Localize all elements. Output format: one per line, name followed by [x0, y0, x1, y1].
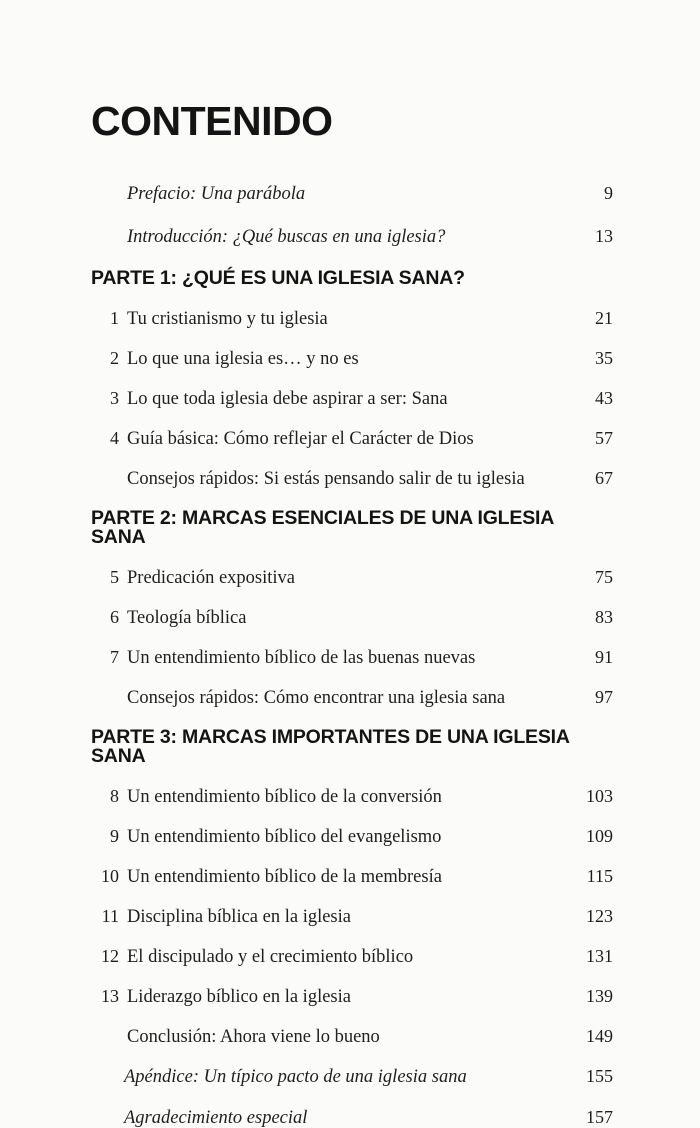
- entry-number: 4: [110, 427, 119, 448]
- toc-entry-chapter-8[interactable]: [91, 787, 613, 807]
- entry-page-number: 131: [586, 945, 613, 966]
- entry-label: Un entendimiento bíblico de la membresía: [127, 866, 442, 887]
- entry-label: Prefacio: Una parábola: [127, 184, 306, 204]
- entry-page-number: 149: [586, 1025, 613, 1046]
- toc-entry-chapter-6[interactable]: [91, 608, 613, 628]
- toc-entry-chapter-12[interactable]: [91, 947, 613, 967]
- toc-entry-chapter-7[interactable]: [91, 648, 613, 668]
- entry-label: El discipulado y el crecimiento bíblico: [127, 946, 414, 967]
- entry-page-number: 103: [586, 785, 613, 806]
- entry-number: 1: [110, 307, 119, 328]
- entry-page-number: 109: [586, 825, 613, 846]
- toc-entry-conclusion[interactable]: [91, 1027, 613, 1047]
- entry-number: 3: [110, 387, 119, 408]
- toc-entry-chapter-3[interactable]: [91, 389, 613, 409]
- entry-label: Consejos rápidos: Si estás pensando salir de tu iglesia: [127, 468, 525, 489]
- chapter-list-part-1: [91, 309, 613, 489]
- entry-page-number: 75: [595, 566, 613, 587]
- chapter-list-part-2: [91, 568, 613, 708]
- entry-label: Consejos rápidos: Cómo encontrar una iglesia sana: [127, 687, 506, 708]
- entry-number: 2: [110, 347, 119, 368]
- entry-label: Un entendimiento bíblico del evangelismo: [127, 826, 442, 847]
- part-heading-1: PARTE 1: ¿QUÉ ES UNA IGLESIA SANA?: [91, 267, 465, 289]
- toc-entry-chapter-2[interactable]: [91, 349, 613, 369]
- toc-entry-chapter-11[interactable]: [91, 907, 613, 927]
- entry-page-number: 157: [586, 1107, 613, 1127]
- entry-label: Teología bíblica: [127, 607, 247, 628]
- entry-page-number: 13: [595, 225, 613, 246]
- entry-label: Un entendimiento bíblico de la conversión: [127, 786, 442, 807]
- entry-number: 5: [110, 566, 119, 587]
- entry-number: 12: [101, 945, 119, 966]
- toc-entry-front-0[interactable]: [91, 184, 613, 204]
- toc-entry-appendix[interactable]: [91, 1067, 613, 1087]
- back-matter-list: [91, 1067, 613, 1128]
- entry-number: 13: [101, 985, 119, 1006]
- toc-entry-tips-1[interactable]: [91, 469, 613, 489]
- entry-page-number: 9: [604, 183, 613, 203]
- entry-page-number: 57: [595, 427, 613, 448]
- entry-page-number: 155: [586, 1065, 613, 1086]
- entry-page-number: 123: [586, 905, 613, 926]
- entry-page-number: 43: [595, 387, 613, 408]
- toc-entry-chapter-1[interactable]: [91, 309, 613, 329]
- entry-number: 11: [101, 905, 119, 926]
- entry-page-number: 139: [586, 985, 613, 1006]
- entry-label: Disciplina bíblica en la iglesia: [127, 906, 351, 927]
- toc-entry-front-1[interactable]: [91, 227, 613, 247]
- entry-label: Un entendimiento bíblico de las buenas nuevas: [127, 647, 476, 668]
- entry-page-number: 97: [595, 686, 613, 707]
- entry-number: 6: [110, 606, 119, 627]
- chapter-list-part-3: [91, 787, 613, 1047]
- toc-entry-chapter-9[interactable]: [91, 827, 613, 847]
- entry-number: 8: [110, 785, 119, 806]
- front-matter-list: [91, 184, 613, 246]
- entry-label: Guía básica: Cómo reflejar el Carácter de Dios: [127, 428, 474, 449]
- entry-label: Lo que una iglesia es… y no es: [127, 348, 359, 369]
- toc-entry-tips-2[interactable]: [91, 688, 613, 708]
- entry-label: Introducción: ¿Qué buscas en una iglesia?: [127, 226, 446, 247]
- toc-entry-chapter-4[interactable]: [91, 429, 613, 449]
- entry-label: Tu cristianismo y tu iglesia: [127, 308, 328, 329]
- entry-page-number: 115: [586, 865, 613, 886]
- page-title: CONTENIDO: [91, 98, 333, 144]
- toc-entry-acknowledgements[interactable]: [91, 1108, 613, 1128]
- entry-label: Lo que toda iglesia debe aspirar a ser: Sana: [127, 388, 448, 409]
- entry-number: 9: [110, 825, 119, 846]
- entry-label: Apéndice: Un típico pacto de una iglesia sana: [124, 1066, 467, 1087]
- entry-page-number: 83: [595, 606, 613, 627]
- entry-label: Liderazgo bíblico en la iglesia: [127, 986, 351, 1007]
- toc-entry-chapter-5[interactable]: [91, 568, 613, 588]
- entry-number: 7: [110, 646, 119, 667]
- entry-page-number: 21: [595, 307, 613, 328]
- entry-label: Conclusión: Ahora viene lo bueno: [127, 1026, 380, 1047]
- entry-page-number: 35: [595, 347, 613, 368]
- entry-label: Agradecimiento especial: [124, 1108, 308, 1128]
- entry-label: Predicación expositiva: [127, 567, 295, 588]
- entry-number: 10: [101, 865, 119, 886]
- toc-entry-chapter-10[interactable]: [91, 867, 613, 887]
- entry-page-number: 91: [595, 646, 613, 667]
- part-heading-2: PARTE 2: MARCAS ESENCIALES DE UNA IGLESIA SANA: [91, 506, 554, 548]
- entry-page-number: 67: [595, 467, 613, 488]
- toc-entry-chapter-13[interactable]: [91, 987, 613, 1007]
- part-heading-3: PARTE 3: MARCAS IMPORTANTES DE UNA IGLESIA SANA: [91, 725, 570, 767]
